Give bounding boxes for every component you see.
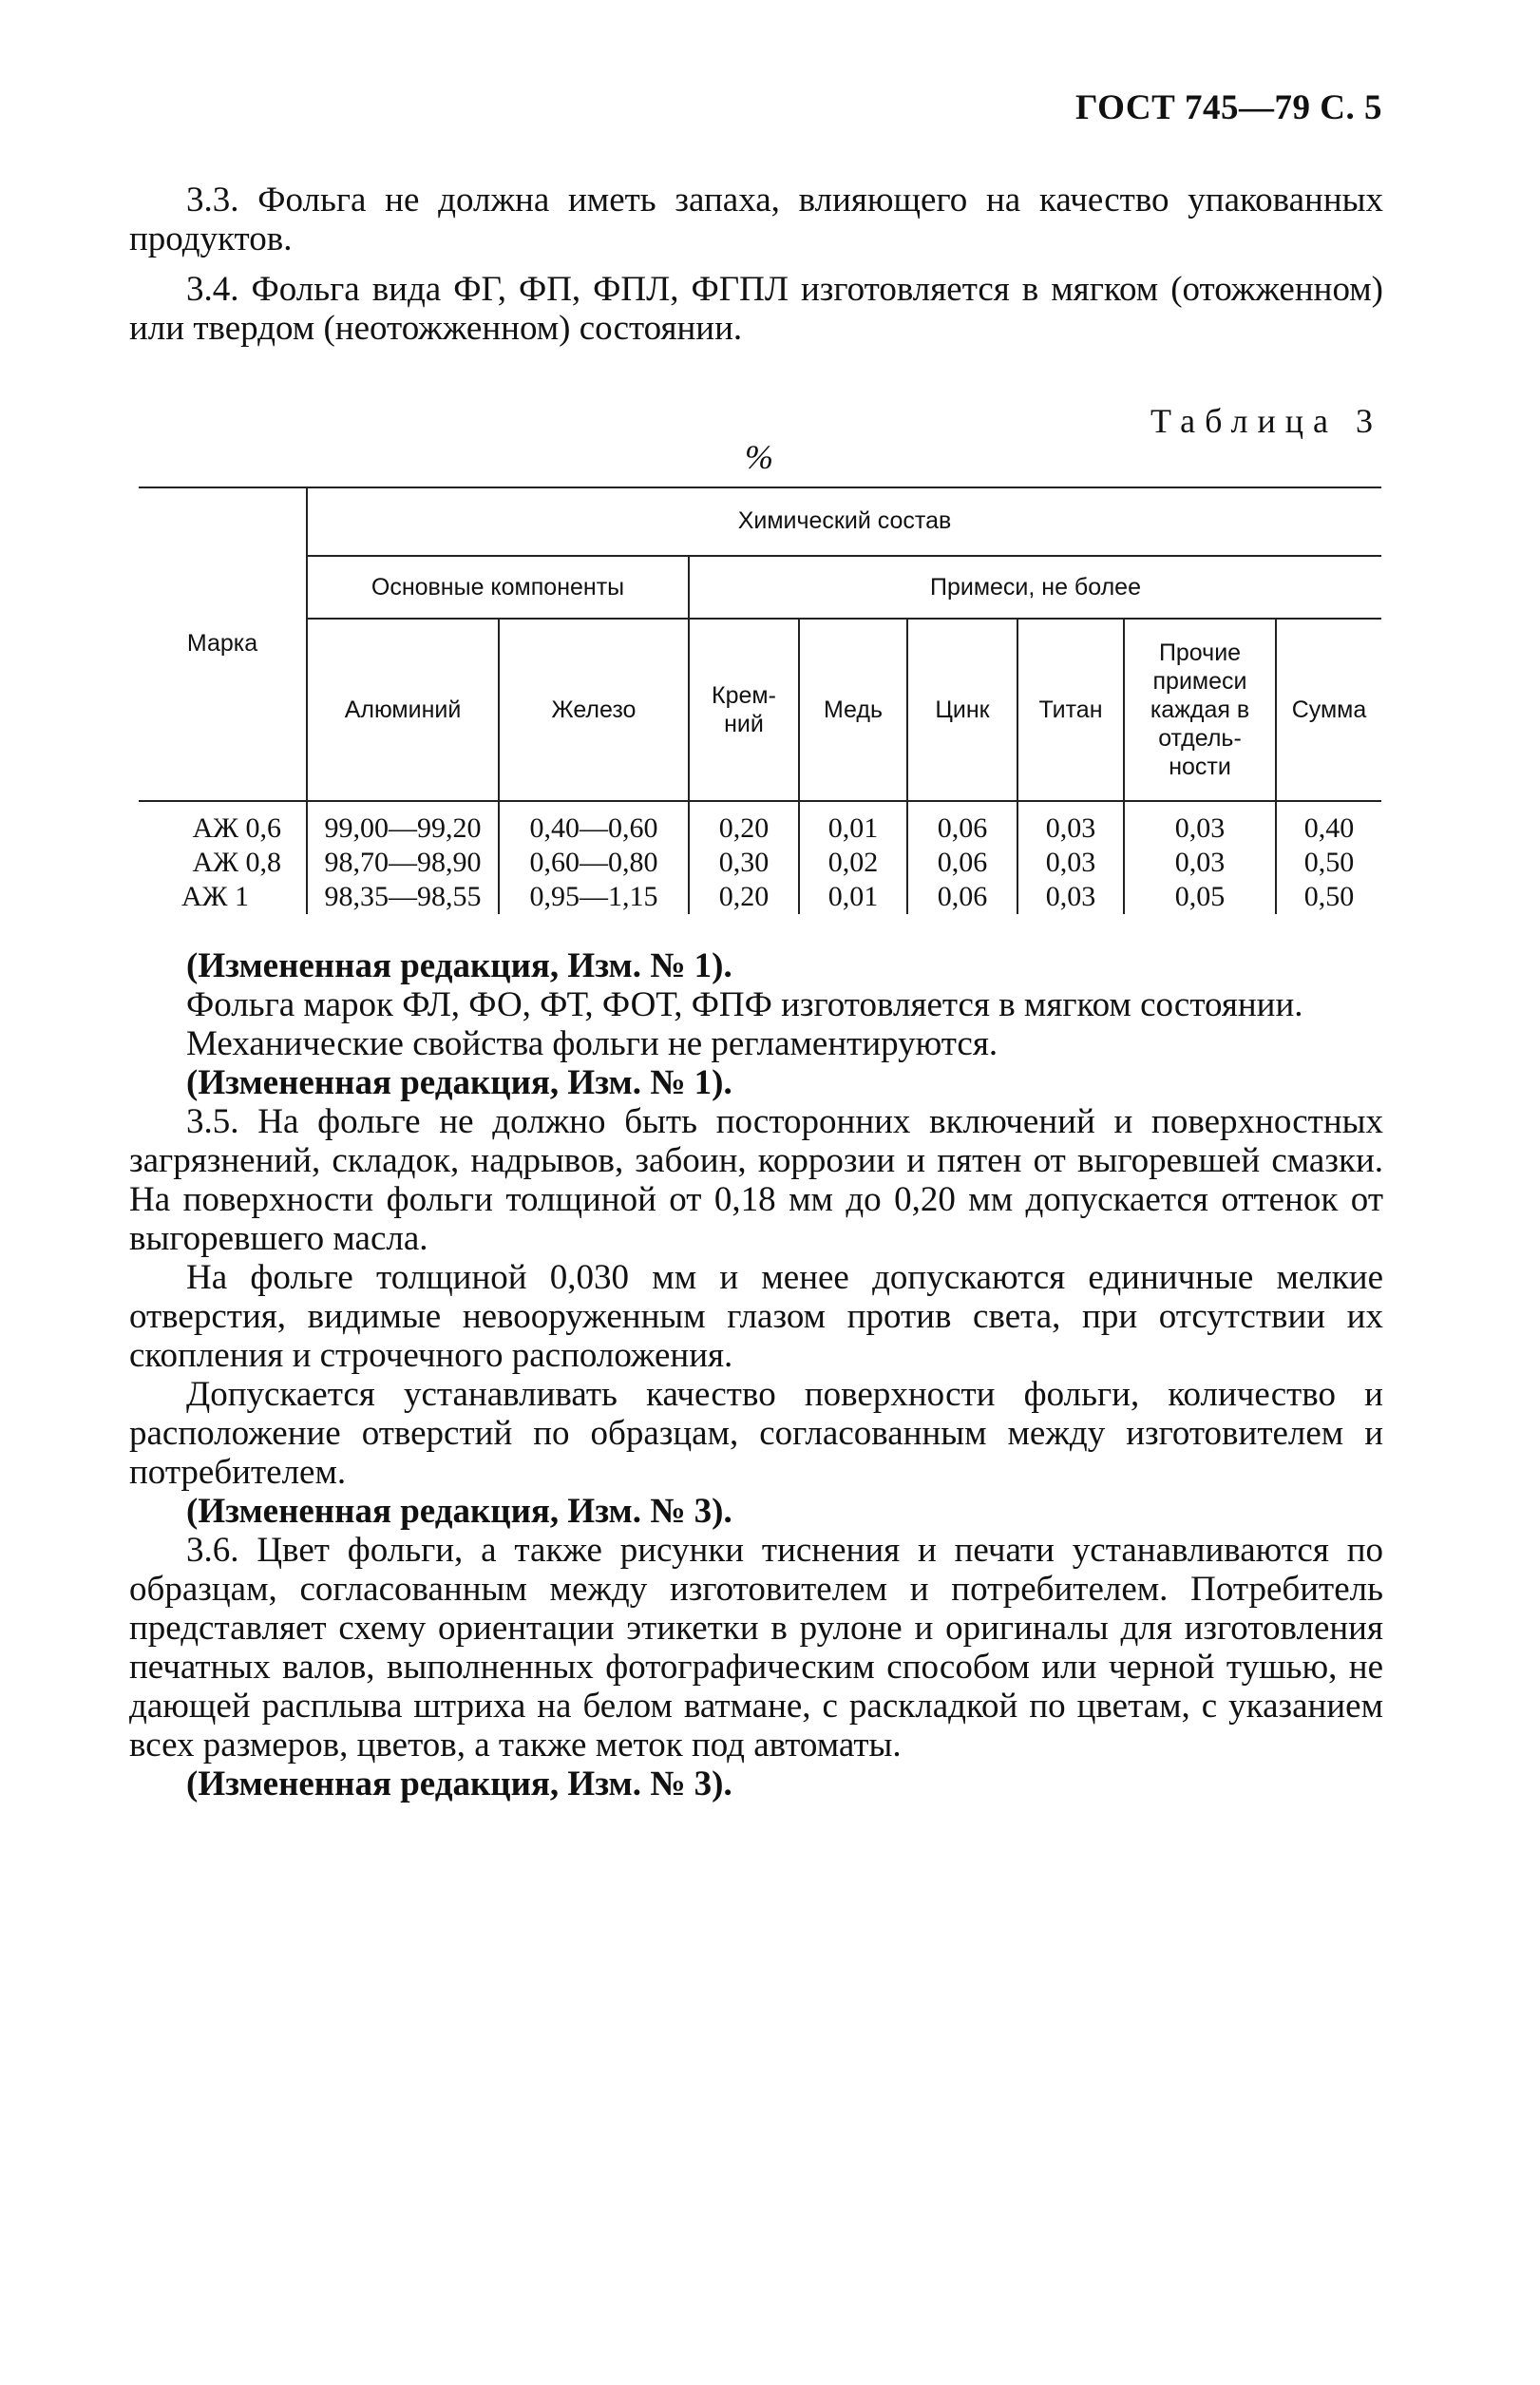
cell-iron: 0,60—0,80: [529, 847, 658, 878]
top-text: [129, 181, 1383, 348]
cell-titanium: 0,03: [1045, 881, 1096, 912]
amendment-note: (Измененная редакция, Изм. № 3).: [186, 1765, 732, 1803]
cell-iron: 0,40—0,60: [529, 812, 658, 844]
paragraph: Механические свойства фольги не регламентируются.: [186, 1024, 998, 1063]
row-marka: АЖ 0,6: [192, 812, 281, 844]
cell-zinc: 0,06: [937, 847, 988, 878]
cell-silicon: 0,20: [718, 812, 770, 844]
paragraph-3-5: 3.5. На фольге не должно быть посторонних включений и поверхностных загрязнений, складок, надрывов, забоин, коррозии и пятен от выгоревшей смазки. На поверхности фольги толщиной от 0,18 мм до 0,20 мм допускается оттенок от выгоревшего масла.: [129, 1102, 1383, 1258]
cell-titanium: 0,03: [1045, 847, 1096, 878]
composition-table: [139, 487, 1381, 914]
header-copper: Медь: [823, 696, 884, 723]
paragraph-3-6: 3.6. Цвет фольги, а также рисунки тиснения и печати устанавливаются по образцам, согласованным между изготовителем и потребителем. Потребитель представляет схему ориентации этикетки в рулоне и оригиналы для изготовления печатных валов, выполненных фотографическим способом или черной тушью, не дающей расплыва штриха на белом ватмане, с раскладкой по цветам, с указанием всех размеров, цветов, а также меток под автоматы.: [129, 1531, 1383, 1765]
cell-sum: 0,50: [1303, 847, 1355, 878]
paragraph-3-3: 3.3. Фольга не должна иметь запаха, влияющего на качество упакованных продуктов.: [129, 181, 1383, 258]
row-marka: АЖ 1: [181, 881, 249, 912]
header-marka: Марка: [186, 630, 258, 657]
cell-silicon: 0,20: [718, 881, 770, 912]
amendment-note: (Измененная редакция, Изм. № 3).: [186, 1492, 732, 1531]
amendment-note: (Измененная редакция, Изм. № 1).: [186, 1063, 732, 1102]
paragraph-3-4: 3.4. Фольга вида ФГ, ФП, ФПЛ, ФГПЛ изготовляется в мягком (отожженном) или твердом (неотожженном) состоянии.: [129, 270, 1383, 348]
row-marka: АЖ 0,8: [192, 847, 281, 878]
header-silicon: Крем- ний: [712, 682, 776, 737]
header-chem-composition: Химический состав: [737, 507, 952, 534]
cell-titanium: 0,03: [1045, 812, 1096, 844]
table-unit: %: [745, 438, 773, 476]
cell-sum: 0,40: [1303, 812, 1355, 844]
cell-copper: 0,01: [827, 881, 879, 912]
cell-copper: 0,02: [827, 847, 879, 878]
amendment-note: (Измененная редакция, Изм. № 1).: [186, 946, 732, 985]
header-titanium: Титан: [1038, 696, 1103, 723]
header-aluminum: Алюминий: [344, 696, 462, 723]
header-main-components: Основные компоненты: [371, 574, 625, 601]
cell-zinc: 0,06: [937, 812, 988, 844]
cell-aluminum: 98,35—98,55: [324, 881, 482, 912]
doc-header: ГОСТ 745—79 С. 5: [1075, 88, 1382, 127]
table-caption: Таблица 3: [1150, 402, 1382, 440]
cell-other: 0,03: [1174, 847, 1226, 878]
cell-silicon: 0,30: [718, 847, 770, 878]
cell-sum: 0,50: [1303, 881, 1355, 912]
header-sum: Сумма: [1291, 696, 1367, 723]
header-iron: Железо: [551, 696, 637, 723]
header-other-impurities: Прочие примеси каждая в отдель- ности: [1150, 639, 1250, 780]
cell-other: 0,05: [1174, 881, 1226, 912]
cell-aluminum: 99,00—99,20: [324, 812, 482, 844]
cell-zinc: 0,06: [937, 881, 988, 912]
header-zinc: Цинк: [935, 696, 990, 723]
cell-iron: 0,95—1,15: [529, 881, 658, 912]
paragraph: На фольге толщиной 0,030 мм и менее допускаются единичные мелкие отверстия, видимые невооруженным глазом против света, при отсутствии их скопления и строчечного расположения.: [129, 1258, 1383, 1375]
table-header-rule: [139, 800, 1381, 802]
paragraph: Фольга марок ФЛ, ФО, ФТ, ФОТ, ФПФ изготовляется в мягком состоянии.: [186, 985, 1303, 1024]
cell-copper: 0,01: [827, 812, 879, 844]
paragraph: Допускается устанавливать качество поверхности фольги, количество и расположение отверстий по образцам, согласованным между изготовителем и потребителем.: [129, 1375, 1383, 1492]
body-text: [129, 946, 1383, 1803]
cell-other: 0,03: [1174, 812, 1226, 844]
header-impurities: Примеси, не более: [929, 574, 1141, 601]
cell-aluminum: 98,70—98,90: [324, 847, 482, 878]
